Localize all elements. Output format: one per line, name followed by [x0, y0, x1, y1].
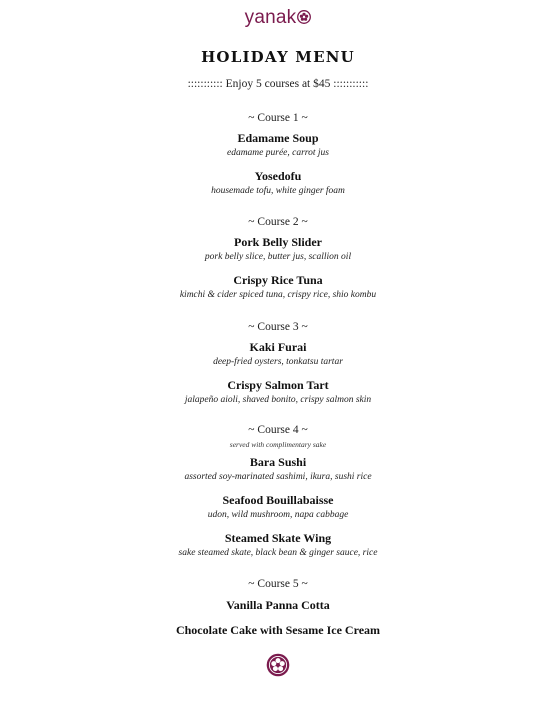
course-5-heading: [0, 574, 556, 592]
item-description: udon, wild mushroom, napa cabbage: [207, 510, 349, 520]
item-name: Edamame Soup: [237, 131, 319, 145]
price-tagline: ::::::::::: Enjoy 5 courses at $45 :::::::::::: [187, 78, 369, 90]
course-label: ~ Course 4 ~: [248, 424, 308, 436]
item-description: edamame purée, carrot jus: [226, 148, 330, 158]
item-name: Pork Belly Slider: [234, 235, 322, 249]
flower-seal-icon: [266, 653, 290, 677]
course-3-heading: [0, 317, 556, 335]
course-1-heading: [0, 108, 556, 126]
item-name: Kaki Furai: [249, 340, 307, 354]
menu-item-chocolate-cake: [0, 623, 556, 638]
item-description: sake steamed skate, black bean & ginger sauce, rice: [178, 548, 378, 558]
item-description: housemade tofu, white ginger foam: [211, 186, 345, 196]
item-description: pork belly slice, butter jus, scallion oil: [204, 252, 352, 262]
menu-item-steamed-skate-wing: [0, 531, 556, 560]
item-name: Vanilla Panna Cotta: [226, 598, 330, 612]
item-description: jalapeño aioli, shaved bonito, crispy salmon skin: [184, 395, 372, 405]
flower-icon: [297, 10, 311, 24]
brand-name: yanak: [244, 7, 297, 28]
menu-title: HOLIDAY MENU: [201, 48, 355, 66]
item-description: deep-fried oysters, tonkatsu tartar: [213, 357, 343, 367]
item-description: assorted soy-marinated sashimi, ikura, sushi rice: [184, 472, 372, 482]
item-name: Bara Sushi: [249, 455, 307, 469]
menu-item-crispy-salmon-tart: [0, 378, 556, 407]
course-label: ~ Course 1 ~: [248, 112, 308, 124]
item-name: Chocolate Cake with Sesame Ice Cream: [175, 623, 381, 637]
item-name: Seafood Bouillabaisse: [222, 493, 334, 507]
course-2-heading: [0, 212, 556, 230]
item-name: Crispy Rice Tuna: [233, 273, 323, 287]
menu-item-seafood-bouillabaisse: [0, 493, 556, 522]
item-name: Crispy Salmon Tart: [227, 378, 329, 392]
item-name: Yosedofu: [254, 169, 302, 183]
item-name: Steamed Skate Wing: [224, 531, 332, 545]
brand-logo: [0, 6, 556, 30]
menu-item-bara-sushi: [0, 455, 556, 484]
menu-item-crispy-rice-tuna: [0, 273, 556, 302]
course-label: ~ Course 3 ~: [248, 321, 308, 333]
menu-item-edamame-soup: [0, 131, 556, 160]
item-description: kimchi & cider spiced tuna, crispy rice, shio kombu: [179, 290, 377, 300]
course-label: ~ Course 5 ~: [248, 578, 308, 590]
course-4-note: [0, 434, 556, 452]
menu-item-kaki-furai: [0, 340, 556, 369]
menu-item-vanilla-panna-cotta: [0, 598, 556, 613]
menu-item-pork-belly-slider: [0, 235, 556, 264]
menu-item-yosedofu: [0, 169, 556, 198]
course-note: served with complimentary sake: [229, 440, 327, 449]
course-label: ~ Course 2 ~: [248, 216, 308, 228]
